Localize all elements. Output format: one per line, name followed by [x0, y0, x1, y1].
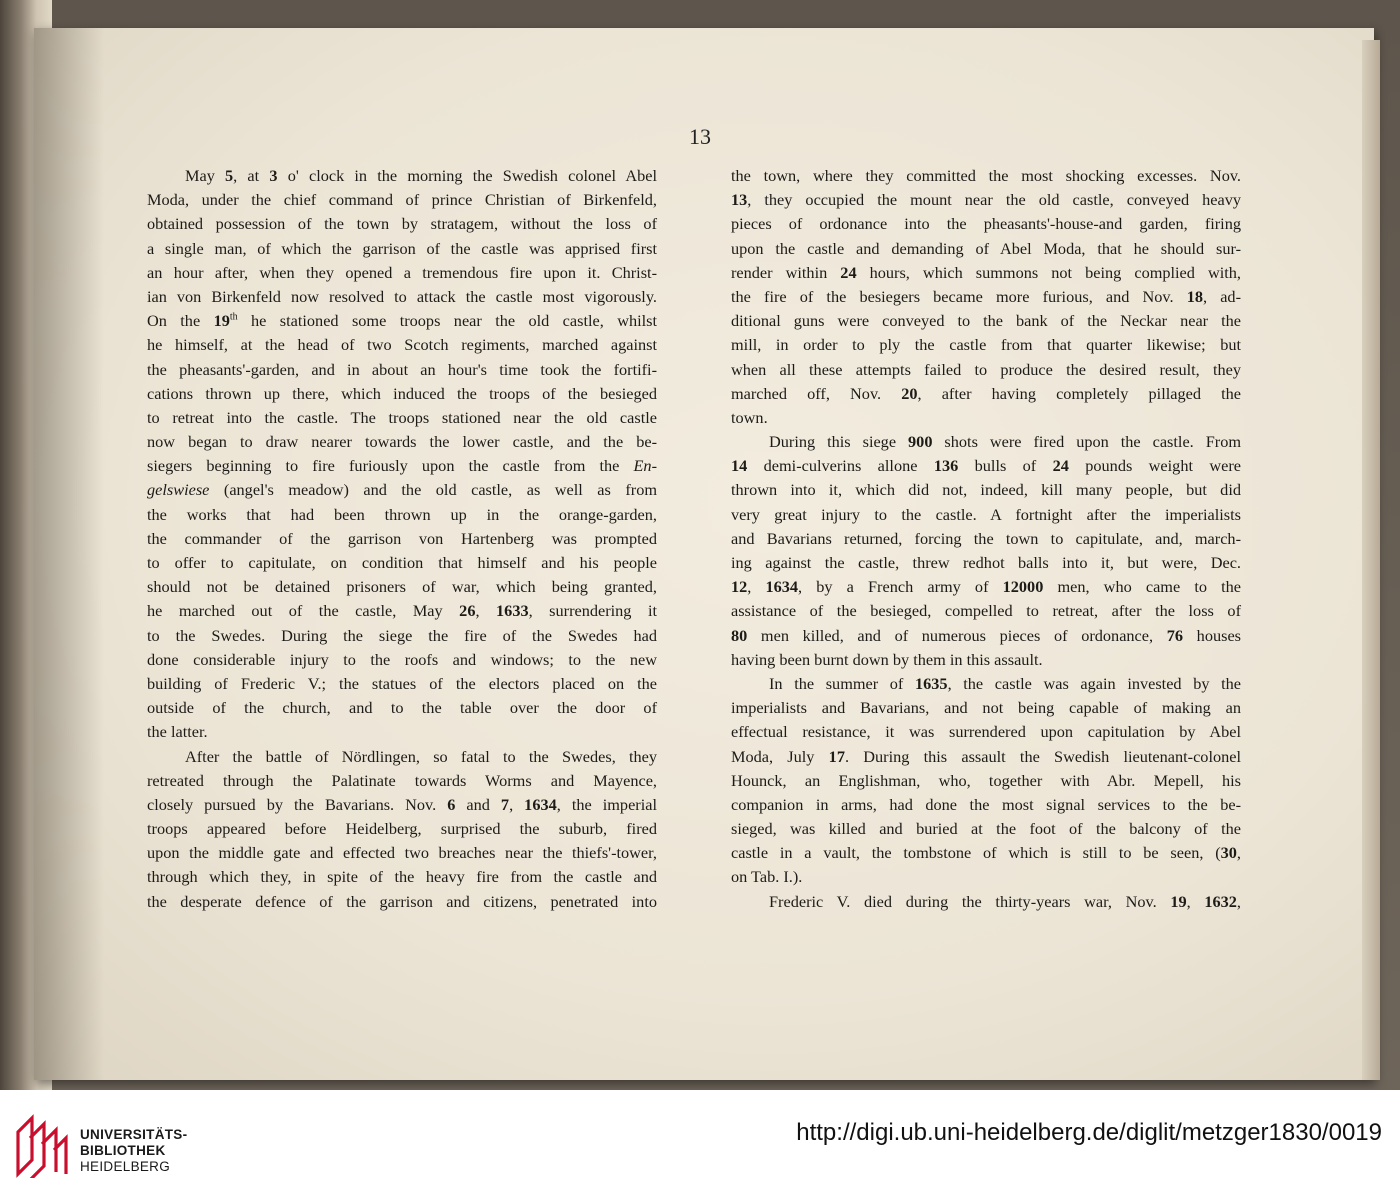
text-run: pieces of ordonance into the pheasants'-house-and garden, firing: [731, 214, 1241, 234]
text-run: the pheasants'-garden, and in about an hour's time took the fortifi-: [147, 359, 657, 379]
text-run: ,: [1186, 891, 1205, 911]
text-line: [731, 164, 1241, 188]
gutter-shadow: [34, 28, 104, 1080]
text-run: men, who came to the: [1043, 577, 1242, 597]
text-run: , surrendering it: [528, 601, 657, 621]
text-run: 12000: [1002, 577, 1044, 597]
text-line: [731, 865, 1241, 889]
text-run: 19: [213, 311, 230, 331]
text-run: very great injury to the castle. A fortnight after the imperialists: [731, 504, 1241, 524]
text-run: ian von Birkenfeld now resolved to attack the castle most vigorously.: [147, 286, 657, 306]
text-run: marched off, Nov.: [731, 383, 902, 403]
text-run: 900: [908, 432, 933, 452]
text-run: houses: [1183, 625, 1242, 645]
text-line: [147, 188, 657, 212]
text-run: the fire of the besiegers became more furious, and Nov.: [731, 286, 1187, 306]
text-line: [731, 817, 1241, 841]
text-run: town.: [731, 407, 768, 427]
text-run: En-: [633, 456, 657, 476]
text-line: [731, 745, 1241, 769]
text-line: [731, 382, 1241, 406]
text-run: done considerable injury to the roofs and windows; to the new: [147, 649, 657, 669]
text-run: 5: [225, 166, 234, 185]
text-run: cations thrown up there, which induced the troops of the besieged: [147, 383, 657, 403]
text-run: 12: [731, 577, 748, 597]
text-line: [147, 648, 657, 672]
text-run: should not be detained prisoners of war, which being granted,: [147, 577, 657, 597]
text-column-left: [147, 164, 657, 914]
text-line: [147, 793, 657, 817]
text-line: [731, 478, 1241, 502]
text-run: ing against the castle, threw redhot balls into it, but were, Dec.: [731, 553, 1241, 572]
text-run: ,: [475, 601, 497, 621]
text-run: a single man, of which the garrison of the castle was apprised first: [147, 238, 657, 258]
text-run: hours, which summons not being complied with,: [856, 262, 1241, 282]
text-run: 1635: [915, 673, 948, 693]
text-run: siegers beginning to fire furiously upon the castle from the: [147, 456, 634, 476]
text-line: [147, 430, 657, 454]
text-line: [147, 817, 657, 841]
text-run: troops appeared before Heidelberg, surprised the suburb, fired: [147, 819, 657, 839]
text-line: [147, 164, 657, 188]
text-run: 14: [731, 456, 748, 476]
ub-heidelberg-logo-icon[interactable]: [14, 1114, 68, 1178]
text-line: [147, 478, 657, 502]
text-run: , the imperial: [556, 794, 657, 814]
text-line: [147, 696, 657, 720]
text-run: 76: [1166, 625, 1184, 645]
text-line: [147, 624, 657, 648]
text-line: [731, 503, 1241, 527]
text-run: the desperate defence of the garrison and citizens, penetrated into: [147, 891, 657, 911]
text-run: the commander of the garrison von Hartenberg was prompted: [147, 528, 657, 548]
text-run: 80: [731, 625, 748, 645]
text-run: castle in a vault, the tombstone of which is still to be seen, (: [731, 843, 1221, 863]
text-run: , by a French army of: [798, 577, 1003, 597]
text-run: 1634: [765, 577, 799, 597]
text-line: [731, 261, 1241, 285]
text-line: [147, 382, 657, 406]
text-line: [147, 672, 657, 696]
text-run: obtained possession of the town by stratagem, without the loss of: [147, 214, 657, 234]
text-line: [731, 841, 1241, 865]
text-run: and Bavarians returned, forcing the town to capitulate, and, march-: [731, 528, 1241, 548]
page-number: 13: [689, 124, 711, 149]
text-line: [731, 551, 1241, 575]
text-run: effectual resistance, it was surrendered upon capitulation by Abel: [731, 722, 1241, 742]
text-run: he stationed some troops near the old castle, whilst: [237, 311, 658, 331]
text-run: th: [229, 311, 238, 323]
text-line: [147, 745, 657, 769]
text-run: now began to draw nearer towards the lower castle, and the be-: [147, 432, 657, 452]
text-run: through which they, in spite of the heavy fire from the castle and: [147, 867, 657, 887]
text-line: [147, 333, 657, 357]
text-run: 6: [447, 794, 456, 814]
text-run: the latter.: [147, 722, 208, 742]
text-run: bulls of: [958, 456, 1053, 476]
text-line: [731, 672, 1241, 696]
text-line: [147, 261, 657, 285]
text-line: [147, 406, 657, 430]
text-line: [147, 309, 657, 333]
text-run: On the: [147, 311, 214, 331]
text-line: [147, 551, 657, 575]
text-run: sieged, was killed and buried at the foot of the balcony of the: [731, 819, 1241, 839]
text-run: 18: [1186, 286, 1203, 306]
text-line: [731, 358, 1241, 382]
text-run: Moda, July: [731, 746, 829, 766]
source-url-link[interactable]: http://digi.ub.uni-heidelberg.de/diglit/metzger1830/0019: [796, 1119, 1382, 1146]
text-line: [147, 212, 657, 236]
text-run: demi-culverins allone: [747, 456, 934, 476]
text-run: 136: [933, 456, 959, 476]
text-run: Hounck, an Englishman, who, together with Abr. Mepell, his: [731, 770, 1241, 790]
text-line: [147, 865, 657, 889]
text-run: After the battle of Nördlingen, so fatal to the Swedes, they: [185, 746, 657, 766]
text-run: , after having completely pillaged the: [917, 383, 1241, 403]
text-run: In the summer of: [769, 673, 915, 693]
text-run: pounds weight were: [1068, 456, 1241, 476]
text-line: [731, 527, 1241, 551]
library-name-line-3: HEIDELBERG: [80, 1159, 171, 1174]
text-run: upon the castle and demanding of Abel Moda, that he should sur-: [731, 238, 1241, 258]
text-line: [147, 720, 657, 744]
text-line: [731, 720, 1241, 744]
text-column-right: [731, 164, 1241, 914]
text-run: 17: [828, 746, 845, 766]
text-run: an hour after, when they opened a tremendous fire upon it. Christ-: [147, 262, 657, 282]
text-run: 1634: [524, 794, 557, 814]
text-run: upon the middle gate and effected two breaches near the thiefs'-tower,: [147, 843, 657, 863]
text-run: ,: [1236, 843, 1241, 863]
text-line: [731, 890, 1241, 914]
text-run: on Tab. I.).: [731, 867, 803, 887]
text-run: 30: [1220, 843, 1237, 863]
text-run: to retreat into the castle. The troops stationed near the old castle: [147, 407, 657, 427]
text-line: [731, 212, 1241, 236]
text-run: Frederic V. died during the thirty-years war, Nov.: [769, 891, 1171, 911]
text-line: [147, 890, 657, 914]
text-line: [147, 454, 657, 478]
text-run: May: [185, 166, 226, 185]
text-run: 3: [269, 166, 278, 185]
text-line: [147, 358, 657, 382]
text-line: [147, 769, 657, 793]
text-run: and: [455, 794, 501, 814]
text-run: ,: [509, 794, 525, 814]
text-run: he himself, at the head of two Scotch regiments, marched against: [147, 335, 657, 355]
text-line: [731, 769, 1241, 793]
text-line: [147, 841, 657, 865]
library-name-line-2: BIBLIOTHEK: [80, 1143, 166, 1158]
text-line: [731, 285, 1241, 309]
text-run: the works that had been thrown up in the orange-garden,: [147, 504, 657, 524]
text-run: 24: [1052, 456, 1069, 476]
text-run: when all these attempts failed to produce the desired result, they: [731, 359, 1241, 379]
text-line: [731, 188, 1241, 212]
text-line: [731, 237, 1241, 261]
text-line: [147, 503, 657, 527]
text-run: 20: [901, 383, 918, 403]
text-line: [731, 575, 1241, 599]
text-run: 19: [1170, 891, 1187, 911]
text-run: shots were fired upon the castle. From: [932, 432, 1241, 452]
text-run: 1633: [496, 601, 529, 621]
text-run: Moda, under the chief command of prince Christian of Birkenfeld,: [147, 190, 657, 210]
text-run: thrown into it, which did not, indeed, kill many people, but did: [731, 480, 1241, 500]
text-run: 26: [459, 601, 476, 621]
text-run: ,: [1236, 891, 1241, 911]
text-run: render within: [731, 262, 841, 282]
text-line: [731, 793, 1241, 817]
text-run: , the castle was again invested by the: [947, 673, 1242, 693]
text-line: [731, 406, 1241, 430]
text-line: [147, 599, 657, 623]
text-run: companion in arms, had done the most signal services to the be-: [731, 794, 1241, 814]
text-line: [731, 309, 1241, 333]
text-run: having been burnt down by them in this assault.: [731, 649, 1043, 669]
text-line: [147, 575, 657, 599]
text-run: building of Frederic V.; the statues of the electors placed on the: [147, 673, 657, 693]
text-run: to offer to capitulate, on condition that himself and his people: [147, 553, 657, 572]
text-run: , they occupied the mount near the old castle, conveyed heavy: [747, 190, 1241, 210]
text-run: he marched out of the castle, May: [147, 601, 460, 621]
text-run: mill, in order to ply the castle from that quarter likewise; but: [731, 335, 1241, 355]
text-line: [731, 454, 1241, 478]
text-run: imperialists and Bavarians, and not being capable of making an: [731, 698, 1241, 718]
text-run: assistance of the besieged, compelled to retreat, after the loss of: [731, 601, 1241, 621]
text-line: [731, 333, 1241, 357]
text-run: During this siege: [769, 432, 909, 452]
text-run: (angel's meadow) and the old castle, as well as from: [209, 480, 657, 500]
text-run: men killed, and of numerous pieces of ordonance,: [747, 625, 1167, 645]
page-stack-edge: [1362, 40, 1380, 1080]
text-line: [147, 527, 657, 551]
text-run: ditional guns were conveyed to the bank of the Neckar near the: [731, 311, 1241, 331]
text-run: the town, where they committed the most shocking excesses. Nov.: [731, 166, 1241, 185]
text-run: . During this assault the Swedish lieutenant-colonel: [844, 746, 1241, 766]
text-run: retreated through the Palatinate towards Worms and Mayence,: [147, 770, 657, 790]
text-run: 13: [731, 190, 748, 210]
text-run: , at: [233, 166, 270, 185]
text-run: 24: [840, 262, 857, 282]
text-run: o' clock in the morning the Swedish colonel Abel: [277, 166, 657, 185]
text-run: gelswiese: [147, 480, 210, 500]
text-line: [731, 599, 1241, 623]
text-line: [731, 696, 1241, 720]
text-run: 7: [500, 794, 510, 814]
text-run: , ad-: [1203, 286, 1241, 306]
text-line: [147, 237, 657, 261]
text-run: closely pursued by the Bavarians. Nov.: [147, 794, 448, 814]
text-run: to the Swedes. During the siege the fire of the Swedes had: [147, 625, 657, 645]
text-line: [731, 430, 1241, 454]
text-line: [147, 285, 657, 309]
text-line: [731, 648, 1241, 672]
library-name-line-1: UNIVERSITÄTS-: [80, 1127, 188, 1142]
text-line: [731, 624, 1241, 648]
text-run: outside of the church, and to the table over the door of: [147, 698, 657, 718]
text-run: ,: [747, 577, 766, 597]
text-run: 1632: [1204, 891, 1237, 911]
